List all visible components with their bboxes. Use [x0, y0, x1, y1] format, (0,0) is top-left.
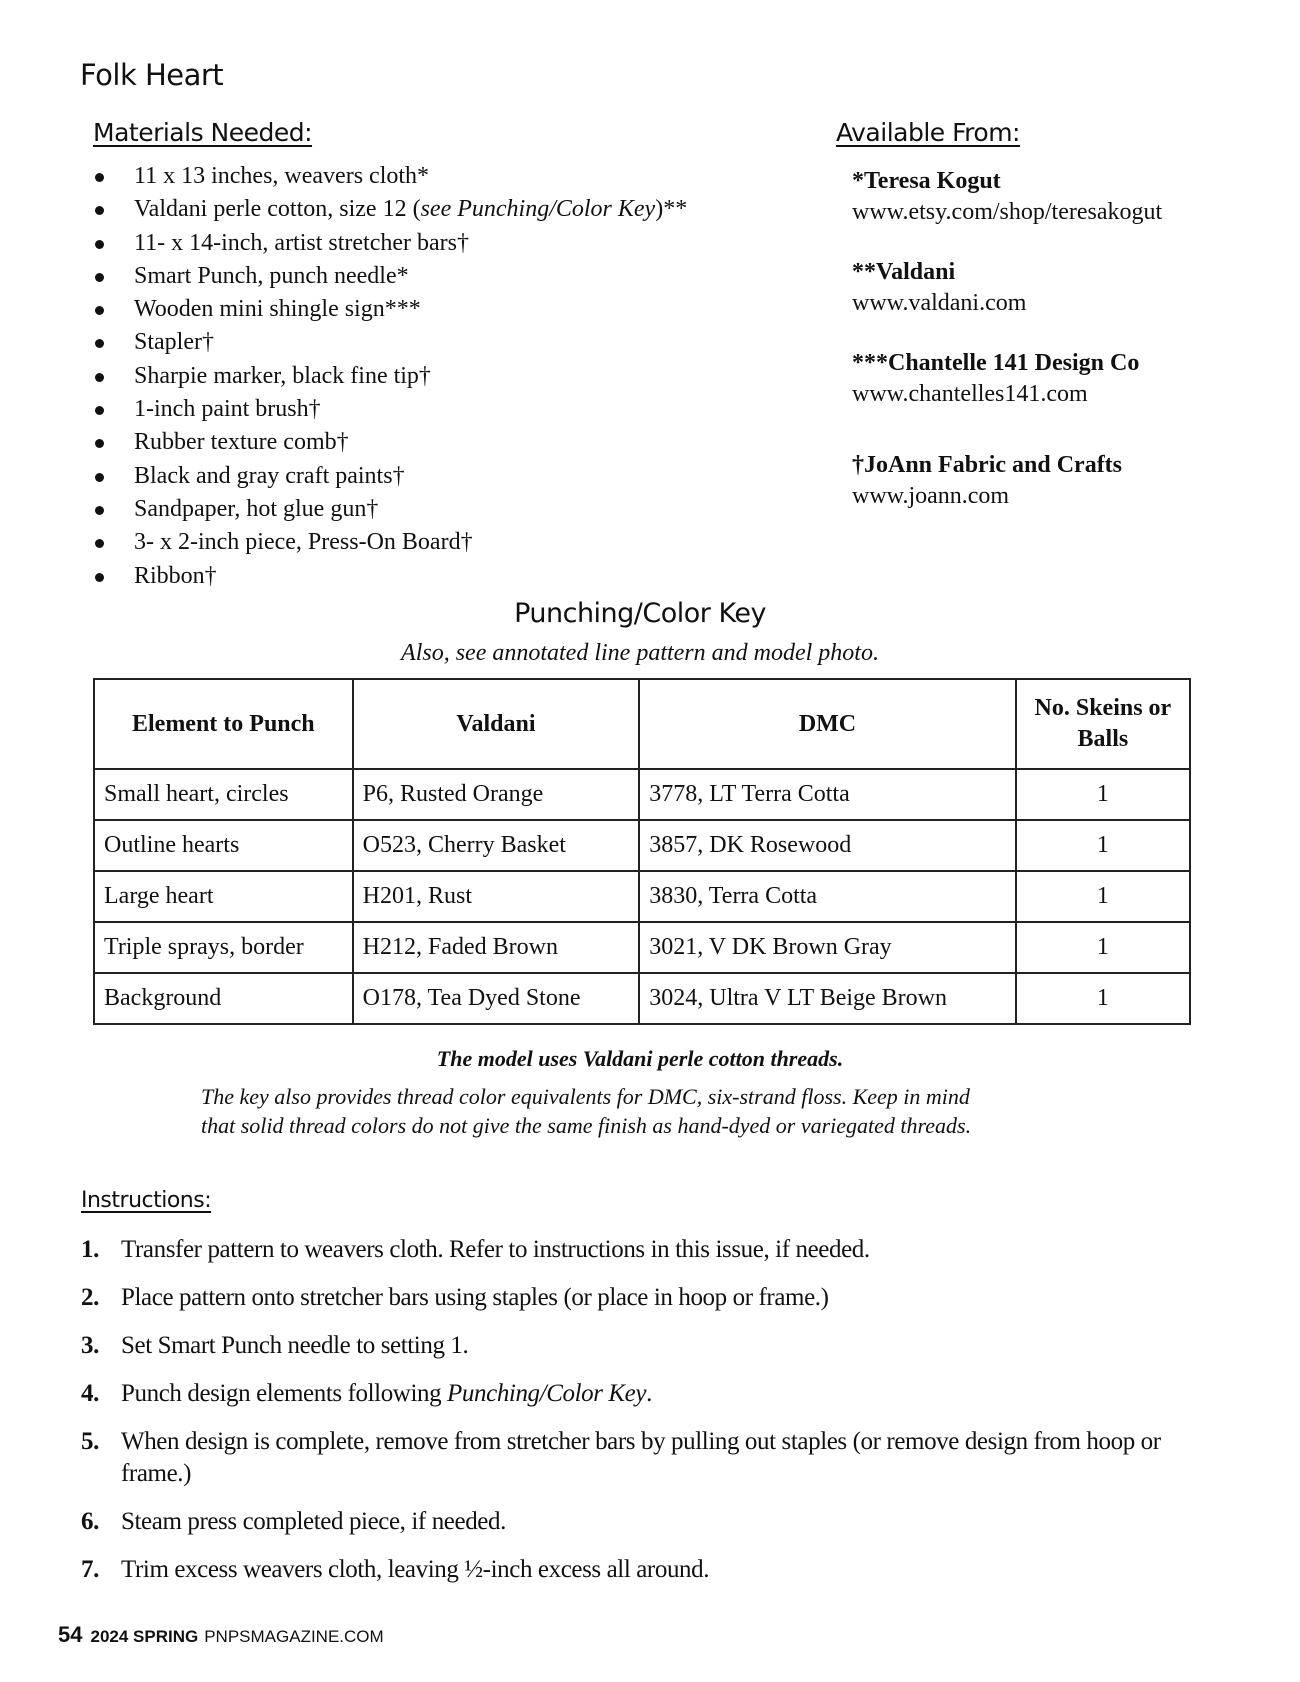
- color-key-subtitle: Also, see annotated line pattern and model photo.: [401, 640, 879, 666]
- page-number: 54: [58, 1622, 83, 1647]
- instructions-list: [81, 1234, 1231, 1602]
- cell-valdani: P6, Rusted Orange: [353, 769, 640, 820]
- supplier-valdani: [852, 257, 1026, 319]
- step-number: 6.: [81, 1508, 99, 1535]
- table-row: [94, 769, 1190, 820]
- supplier-name: †JoAnn Fabric and Crafts: [852, 452, 1123, 478]
- material-text: 3- x 2-inch piece, Press-On Board†: [134, 529, 473, 556]
- supplier-name: **Valdani: [852, 259, 956, 285]
- instruction-step: [81, 1282, 1231, 1314]
- cell-skeins: 1: [1016, 973, 1190, 1024]
- step-number: 7.: [81, 1556, 99, 1583]
- column-header-valdani: Valdani: [353, 679, 640, 769]
- instruction-step: [81, 1426, 1231, 1490]
- table-row: [94, 871, 1190, 922]
- material-text: Wooden mini shingle sign***: [134, 296, 421, 323]
- page-footer: [58, 1622, 384, 1648]
- key-note-line: that solid thread colors do not give the same finish as hand-dyed or variegated threads.: [201, 1113, 972, 1138]
- supplier-url[interactable]: www.chantelles141.com: [852, 381, 1088, 407]
- list-item: [92, 460, 687, 493]
- list-item: [92, 227, 687, 260]
- instruction-step: [81, 1506, 1231, 1538]
- supplier-chantelle: [852, 348, 1139, 410]
- list-item: [92, 326, 687, 359]
- instruction-step: [81, 1234, 1231, 1266]
- column-header-skeins: No. Skeins or Balls: [1016, 679, 1190, 769]
- materials-list: [92, 160, 687, 593]
- list-item: [92, 493, 687, 526]
- list-item: [92, 360, 687, 393]
- supplier-url[interactable]: www.etsy.com/shop/teresakogut: [852, 199, 1163, 225]
- step-text: Set Smart Punch needle to setting 1.: [121, 1332, 469, 1359]
- material-text-before: Valdani perle cotton, size 12 (: [134, 196, 421, 223]
- step-number: 5.: [81, 1428, 99, 1455]
- list-item: [92, 560, 687, 593]
- list-item: [92, 160, 687, 193]
- key-note-line: The key also provides thread color equivalents for DMC, six-strand floss. Keep in mind: [201, 1084, 970, 1109]
- table-note: The model uses Valdani perle cotton threads.: [436, 1046, 844, 1071]
- material-text: Rubber texture comb†: [134, 429, 349, 456]
- instruction-step: [81, 1330, 1231, 1362]
- cell-element: Small heart, circles: [94, 769, 353, 820]
- color-key-table: [93, 678, 1191, 1025]
- column-header-dmc: DMC: [639, 679, 1016, 769]
- key-note: [201, 1082, 1101, 1140]
- list-item: [92, 526, 687, 559]
- table-row: [94, 973, 1190, 1024]
- materials-heading: Materials Needed:: [93, 118, 313, 147]
- cell-dmc: 3021, V DK Brown Gray: [639, 922, 1016, 973]
- table-header-row: [94, 679, 1190, 769]
- supplier-url[interactable]: www.valdani.com: [852, 290, 1027, 316]
- page-title: Folk Heart: [80, 58, 224, 92]
- list-item: [92, 260, 687, 293]
- cell-valdani: H201, Rust: [353, 871, 640, 922]
- cell-dmc: 3024, Ultra V LT Beige Brown: [639, 973, 1016, 1024]
- step-number: 2.: [81, 1284, 99, 1311]
- step-number: 1.: [81, 1236, 99, 1263]
- material-text: Smart Punch, punch needle*: [134, 262, 409, 289]
- supplier-teresa-kogut: [852, 166, 1162, 228]
- table-row: [94, 820, 1190, 871]
- cell-element: Triple sprays, border: [94, 922, 353, 973]
- step-text-after: .: [646, 1380, 652, 1407]
- supplier-name: ***Chantelle 141 Design Co: [852, 350, 1140, 376]
- step-text: Trim excess weavers cloth, leaving ½-inch excess all around.: [121, 1556, 710, 1583]
- cell-skeins: 1: [1016, 922, 1190, 973]
- cell-skeins: 1: [1016, 871, 1190, 922]
- material-text: Black and gray craft paints†: [134, 462, 405, 489]
- step-text: Place pattern onto stretcher bars using staples (or place in hoop or frame.): [121, 1284, 829, 1311]
- cell-valdani: O523, Cherry Basket: [353, 820, 640, 871]
- step-number: 4.: [81, 1380, 99, 1407]
- table-row: [94, 922, 1190, 973]
- instructions-heading: Instructions:: [81, 1188, 212, 1213]
- material-text: Stapler†: [134, 329, 214, 356]
- cell-element: Background: [94, 973, 353, 1024]
- step-text: Transfer pattern to weavers cloth. Refer to instructions in this issue, if needed.: [121, 1236, 870, 1263]
- step-text-italic: Punching/Color Key: [447, 1380, 647, 1407]
- instruction-step: [81, 1378, 1231, 1410]
- supplier-joann: [852, 450, 1122, 512]
- list-item: [92, 426, 687, 459]
- list-item: [92, 393, 687, 426]
- cell-element: Outline hearts: [94, 820, 353, 871]
- cell-valdani: H212, Faded Brown: [353, 922, 640, 973]
- column-header-element: Element to Punch: [94, 679, 353, 769]
- step-text: Punch design elements following: [121, 1380, 448, 1407]
- material-text: 11- x 14-inch, artist stretcher bars†: [134, 229, 470, 256]
- instruction-step: [81, 1554, 1231, 1586]
- step-number: 3.: [81, 1332, 99, 1359]
- cell-skeins: 1: [1016, 769, 1190, 820]
- list-item: [92, 193, 687, 226]
- material-text: 11 x 13 inches, weavers cloth*: [134, 163, 430, 189]
- color-key-title: Punching/Color Key: [514, 598, 766, 629]
- material-text: Sharpie marker, black fine tip†: [134, 362, 431, 389]
- material-text: 1-inch paint brush†: [134, 396, 321, 423]
- supplier-url[interactable]: www.joann.com: [852, 483, 1010, 509]
- list-item: [92, 293, 687, 326]
- cell-valdani: O178, Tea Dyed Stone: [353, 973, 640, 1024]
- cell-dmc: 3857, DK Rosewood: [639, 820, 1016, 871]
- cell-dmc: 3778, LT Terra Cotta: [639, 769, 1016, 820]
- step-text: Steam press completed piece, if needed.: [121, 1508, 506, 1535]
- site-label[interactable]: PNPSMAGAZINE.COM: [204, 1627, 384, 1646]
- cell-dmc: 3830, Terra Cotta: [639, 871, 1016, 922]
- cell-element: Large heart: [94, 871, 353, 922]
- step-text: When design is complete, remove from stretcher bars by pulling out staples (or remove design from hoop or frame.): [121, 1428, 1161, 1487]
- material-text: Ribbon†: [134, 562, 217, 589]
- available-heading: Available From:: [836, 118, 1020, 147]
- material-text-after: )**: [655, 196, 688, 223]
- material-text-italic: see Punching/Color Key: [420, 196, 656, 223]
- supplier-name: *Teresa Kogut: [852, 168, 1001, 194]
- issue-label: 2024 SPRING: [90, 1627, 199, 1646]
- material-text: Sandpaper, hot glue gun†: [134, 495, 379, 522]
- cell-skeins: 1: [1016, 820, 1190, 871]
